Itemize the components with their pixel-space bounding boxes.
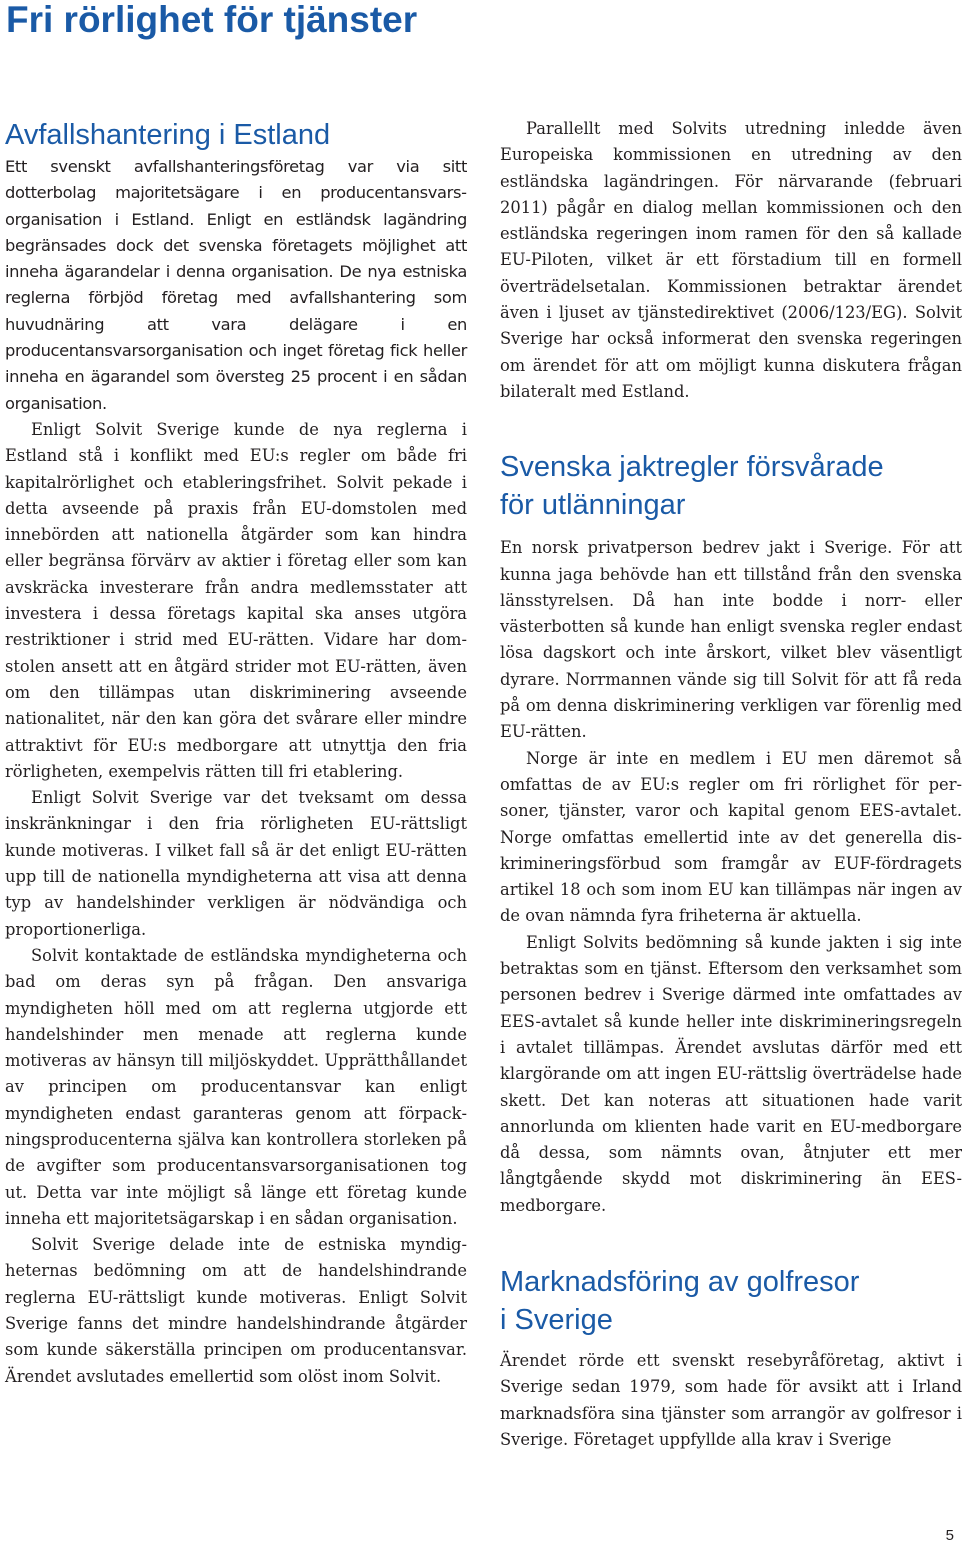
section-heading-golfresor: [500, 1263, 962, 1339]
body-paragraph: Ett svenskt avfallshanteringsföretag var via sitt dotterbolag majoritetsägare i en producentansvarsorganisation i Estland. Enligt en estländsk lagändring begränsades dock det svenska företagets möjlighet att inneha ägarandelar i denna organisation. De nya estniska reglerna förbjöd företag med avfallshantering som huvudnäring att vara delägare i en producentansvarsorganisation och inget företag fick heller inneha en ägarandel som översteg 25 procent i en sådan organisation.: [5, 157, 467, 413]
left-column: [5, 116, 467, 1390]
body-paragraph: Enligt Solvit Sverige var det tveksamt om dessa inskränkningar i den fria rörligheten EU-rättsligt kunde motiveras. I vilket fall så är det enligt EU-rätten upp till de nationella myndigheterna att visa att denna typ av handelshinder verkligen är nödvändiga och proportionerliga.: [5, 788, 467, 939]
body-paragraph: Ärendet rörde ett svenskt resebyråföretag, aktivt i Sverige sedan 1979, som hade för avsikt att i Irland marknadsföra sina tjänster som arrangör av golfresor i Sverige. Företaget uppfyllde alla krav i Sverige: [500, 1350, 962, 1449]
body-paragraph: Solvit Sverige delade inte de estniska myndigheternas bedömning om att de handelshindrande reglerna EU-rättsligt kunde motiveras. Enligt Solvit Sverige fanns det mindre handelshindrande åtgärder som kunde säkerställa principen om producentansvar. Ärendet avslutades emellertid som olöst inom Solvit.: [5, 1235, 467, 1386]
body-paragraph: Solvit kontaktade de estländska myndigheterna och bad om deras syn på frågan. Den ansvariga myndigheten höll med om att reglerna utgjorde ett handelshinder men menade att reglerna kunde motiveras av hänsyn till miljöskyddet. Upprätthållandet av principen om producentansvar kan enligt myndigheten endast garanteras genom att förpackningsproducenterna själva kan kontrollera storleken på de avgifter som producentansvarsorganisationen tog ut. Detta var inte möjligt så länge ett företag kunde inneha ett majoritetsägarskap i en sådan organisation.: [5, 945, 467, 1228]
body-paragraph: En norsk privatperson bedrev jakt i Sverige. För att kunna jaga behövde han ett tillstånd från den svenska länsstyrelsen. Då han inte bodde i norr- eller västerbotten så kunde han enligt svenska regler endast lösa dagskort och inte årskort, vilket blev väsentligt dyrare. Norrmannen vände sig till Solvit för att få reda på om denna diskriminering verkligen var förenlig med EU-rätten.: [500, 538, 962, 742]
heading-line: för utlänningar: [500, 489, 686, 522]
right-column: [500, 116, 962, 1453]
heading-line: Svenska jaktregler försvårade: [500, 451, 884, 484]
heading-line: Marknadsföring av golfresor: [500, 1265, 860, 1298]
heading-line: i Sverige: [500, 1303, 613, 1336]
body-paragraph: Norge är inte en medlem i EU men däremot så omfattas de av EU:s regler om fri rörlighet för personer, tjänster, varor och kapital genom EES-avtalet. Norge omfattas emellertid inte av det generella diskrimineringsförbud som framgår av EUF-fördragets artikel 18 och som inom EU kan tillämpas när ingen av de ovan nämnda fyra friheterna är aktuella.: [500, 748, 962, 926]
body-paragraph: Enligt Solvits bedömning så kunde jakten i sig inte betraktas som en tjänst. Eftersom den verksamhet som personen bedrev i Sverige därmed inte omfattades av EES-avtalet så kunde heller inte diskrimineringsregeln i avtalet tillämpas. Ärendet avslutas därför med ett klargörande om att ingen EU-rättslig överträdelse hade skett. Det kan noteras att situationen hade varit annorlunda om klienten hade varit en EU-medborgare då dessa, som nämnts ovan, åtnjuter ett mer långtgående skydd mot diskriminering än EES-medborgare.: [500, 932, 962, 1215]
page-number: 5: [945, 1527, 954, 1544]
body-paragraph: Parallellt med Solvits utredning inledde även Europeiska kommissionen en utredning av den estländska lagändringen. För närvarande (februari 2011) pågår en dialog mellan kommissionen och den estländska regeringen inom ramen för den så kallade EU-Piloten, vilket är ett förstadium till en formell överträdelsetalan. Kommissionen betraktar ärendet även i ljuset av tjänstedirektivet (2006/123/EG). Solvit Sverige har också informerat den svenska regeringen om ärendet för att om möjligt kunna diskutera frågan bilateralt med Estland.: [500, 119, 962, 401]
section-heading-avfallshantering: Avfallshantering i Estland: [5, 119, 331, 151]
body-paragraph: Enligt Solvit Sverige kunde de nya reglerna i Estland stå i konflikt med EU:s regler om både fri kapitalrörlighet och etableringsfrihet. Solvit pekade i detta avseende på praxis från EU-domstolen med innebörden att nationella åtgärder som kan hindra eller begränsa förvärv av aktier i företag eller som kan avskräcka investerare från andra medlemsstater att investera i dessa företags kapital ska anses utgöra restriktioner i strid med EU-rätten. Vidare har domstolen ansett att en åtgärd strider mot EU-rätten, även om den tillämpas utan diskriminering avseende nationalitet, när den kan göra det svårare eller mindre attraktivt för EU:s medborgare att utnyttja den fria rörligheten, exempelvis rätten till fri etablering.: [5, 419, 467, 781]
section-heading-jaktregler: [500, 448, 962, 524]
page-title: Fri rörlighet för tjänster: [6, 0, 418, 40]
